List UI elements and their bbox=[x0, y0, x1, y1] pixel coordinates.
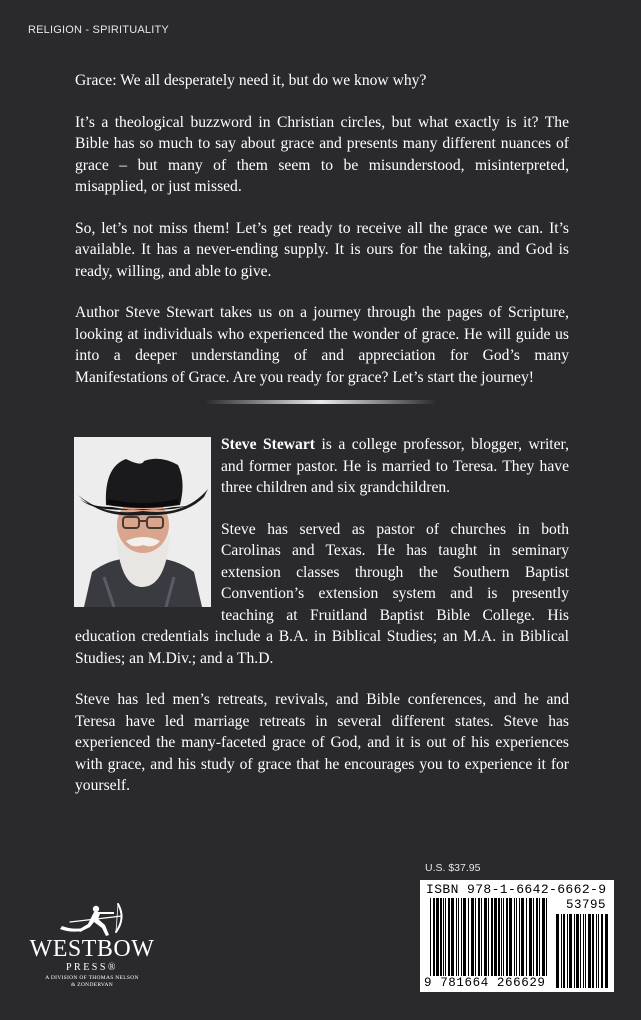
archer-icon bbox=[22, 900, 162, 940]
barcode-bar bbox=[463, 898, 466, 976]
publisher-division-line: & ZONDERVAN bbox=[70, 982, 114, 988]
blurb-paragraph: Author Steve Stewart takes us on a journey through the pages of Scripture, looking at individuals who experienced the wonder of grace. He will guide us into a deeper understanding of and appreciation for God’s many Manifestations of Grace. Are you ready for grace? Let’s start the journey! bbox=[75, 304, 569, 386]
barcode-bar bbox=[433, 898, 435, 976]
barcode-bar bbox=[484, 898, 487, 976]
barcode-bar bbox=[478, 898, 480, 976]
barcode-bar bbox=[430, 898, 431, 976]
barcode-bar bbox=[574, 914, 575, 988]
barcode-bar bbox=[498, 898, 500, 976]
publisher-logo bbox=[22, 900, 162, 1000]
barcode-bar bbox=[536, 898, 538, 976]
barcode-bar bbox=[596, 914, 597, 988]
blurb-paragraph: Grace: We all desperately need it, but do we know why? bbox=[75, 72, 427, 89]
barcode-bar bbox=[436, 898, 439, 976]
barcode-bar bbox=[539, 898, 540, 976]
barcode-bar bbox=[506, 898, 508, 976]
blurb-paragraph: It’s a theological buzzword in Christian circles, but what exactly is it? The Bible has so much to say about grace and presents many different nuances of grace – but many of them seem to be misunderstood, misinterpreted, misapplied, or just missed. bbox=[75, 113, 569, 195]
barcode-bar bbox=[501, 898, 502, 976]
barcode-bar bbox=[576, 914, 579, 988]
barcode-bar bbox=[458, 898, 459, 976]
publisher-division bbox=[22, 975, 162, 989]
barcode-bar bbox=[533, 898, 534, 976]
barcode-bar bbox=[488, 898, 489, 976]
barcode-bar bbox=[514, 898, 515, 976]
barcode-bar bbox=[583, 914, 584, 988]
barcode-bar bbox=[561, 914, 562, 988]
blurb-paragraph: So, let’s not miss them! Let’s get ready to receive all the grace we can. It’s available. It has a never-ending supply. It is ours for the taking, and God is ready, willing, and able to give. bbox=[75, 219, 569, 280]
barcode-bar bbox=[491, 898, 493, 976]
barcode-bar bbox=[481, 898, 482, 976]
barcode-bar bbox=[503, 898, 504, 976]
publisher-sub: PRESS® bbox=[65, 962, 119, 973]
isbn-barcode bbox=[420, 880, 614, 992]
bio-paragraph: Steve has served as pastor of churches in both Carolinas and Texas. He has taught in seminary extension classes through the Southern Baptist Convention’s extension system and is presently teaching at Fruitland Baptist Bible College. His education credentials include a B.A. in Biblical Studies; an M.A. in Biblical Studies; an M.Div.; and a Th.D. bbox=[75, 520, 569, 667]
price-label: U.S. $37.95 bbox=[425, 862, 481, 874]
barcode-bar bbox=[494, 898, 497, 976]
barcode-bar bbox=[605, 914, 608, 988]
publisher-name: WESTBOW bbox=[29, 936, 155, 962]
barcode-bar bbox=[445, 898, 446, 976]
barcode-bar bbox=[601, 914, 603, 988]
barcode-bar bbox=[475, 898, 476, 976]
barcode-bar bbox=[567, 914, 568, 988]
author-name: Steve Stewart bbox=[221, 436, 315, 453]
barcode-bar bbox=[588, 914, 591, 988]
barcode-bar bbox=[542, 898, 545, 976]
barcode-bar bbox=[546, 898, 547, 976]
price-addon-code: 53795 bbox=[565, 898, 606, 912]
isbn-label: ISBN 978-1-6642-6662-9 bbox=[426, 882, 607, 897]
barcode-bar bbox=[529, 898, 532, 976]
barcode-bar bbox=[471, 898, 474, 976]
author-bio bbox=[75, 434, 569, 817]
barcode-bar bbox=[569, 914, 572, 988]
barcode-bar bbox=[468, 898, 469, 976]
barcode-bar bbox=[461, 898, 462, 976]
barcode-bar bbox=[521, 898, 524, 976]
barcode-bar bbox=[440, 898, 442, 976]
barcode-bar bbox=[456, 898, 457, 976]
publisher-division-line: A DIVISION OF THOMAS NELSON bbox=[45, 975, 139, 981]
barcode-bar bbox=[451, 898, 454, 976]
barcode-bar bbox=[592, 914, 594, 988]
category-label: RELIGION - SPIRITUALITY bbox=[28, 24, 169, 36]
bio-intro-text: is a college professor, blogger, writer, and former pastor. He is married to Teresa. They have three children and six grandchildren. bbox=[221, 436, 569, 496]
barcode-bar bbox=[585, 914, 586, 988]
barcode-bar bbox=[580, 914, 581, 988]
barcode-bar bbox=[448, 898, 450, 976]
back-cover-blurb bbox=[75, 70, 569, 408]
ean-digits: 9 781664 266629 bbox=[424, 976, 546, 990]
barcode-bar bbox=[563, 914, 565, 988]
barcode-bar bbox=[526, 898, 527, 976]
section-divider bbox=[205, 400, 437, 404]
bio-paragraph: Steve has led men’s retreats, revivals, and Bible conferences, and he and Teresa have led marriage retreats in several different states. Steve has experienced the many-faceted grace of God, and it is out of his experiences with grace, and his study of grace that he encourages you to experience it for yourself. bbox=[75, 691, 569, 794]
barcode-bar bbox=[443, 898, 444, 976]
barcode-bar bbox=[556, 914, 559, 988]
barcode-bar bbox=[519, 898, 520, 976]
barcode-bar bbox=[509, 898, 512, 976]
barcode-bar bbox=[598, 914, 599, 988]
barcode-bar bbox=[516, 898, 517, 976]
